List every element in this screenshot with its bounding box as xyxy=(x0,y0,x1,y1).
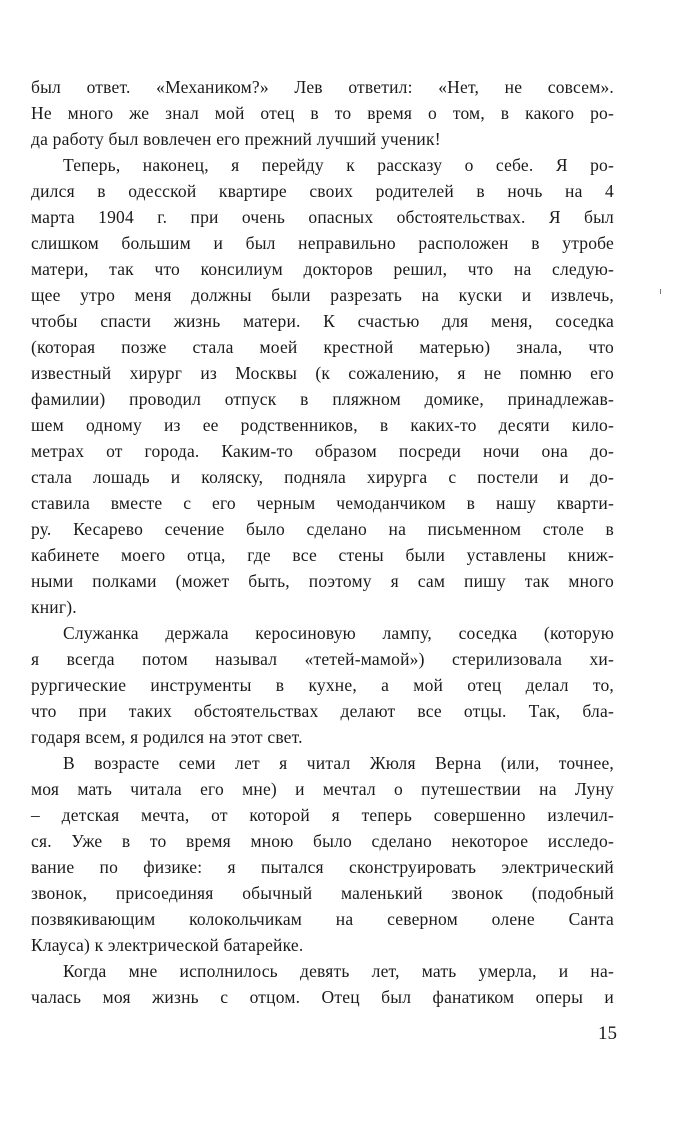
text-line: известный хирург из Москвы (к сожалению, я не помню его xyxy=(31,363,614,383)
text-line: марта 1904 г. при очень опасных обстоятельствах. Я был xyxy=(31,207,614,227)
text-line: (которая позже стала моей крестной матерью) знала, что xyxy=(31,337,614,357)
text-line: чтобы спасти жизнь матери. К счастью для меня, соседка xyxy=(31,311,614,331)
body-text xyxy=(31,74,614,1010)
scan-artifact xyxy=(660,289,661,294)
text-line: Когда мне исполнилось девять лет, мать умерла, и на- xyxy=(63,961,614,981)
text-line: ся. Уже в то время мною было сделано некоторое исследо- xyxy=(31,831,614,851)
text-line: ставила вместе с его черным чемоданчиком в нашу кварти- xyxy=(31,493,614,513)
text-line: книг). xyxy=(31,597,77,617)
text-line: дился в одесской квартире своих родителей в ночь на 4 xyxy=(31,181,614,201)
text-line: щее утро меня должны были разрезать на куски и извлечь, xyxy=(31,285,614,305)
page-number: 15 xyxy=(598,1023,617,1044)
text-line: годаря всем, я родился на этот свет. xyxy=(31,727,303,747)
text-line: ру. Кесарево сечение было сделано на письменном столе в xyxy=(31,519,614,539)
text-line: слишком большим и был неправильно расположен в утробе xyxy=(31,233,614,253)
text-line: я всегда потом называл «тетей-мамой») стерилизовала хи- xyxy=(31,649,614,669)
text-line: чалась моя жизнь с отцом. Отец был фанатиком оперы и xyxy=(31,987,614,1007)
text-line: вание по физике: я пытался сконструировать электрический xyxy=(31,857,614,877)
text-line: рургические инструменты в кухне, а мой отец делал то, xyxy=(31,675,614,695)
text-line: метрах от города. Каким-то образом посреди ночи она до- xyxy=(31,441,614,461)
text-line: Клауса) к электрической батарейке. xyxy=(31,935,304,955)
text-line: шем одному из ее родственников, в каких-то десяти кило- xyxy=(31,415,614,435)
text-line: Теперь, наконец, я перейду к рассказу о себе. Я ро- xyxy=(63,155,614,175)
text-line: что при таких обстоятельствах делают все отцы. Так, бла- xyxy=(31,701,614,721)
text-line: стала лошадь и коляску, подняла хирурга с постели и до- xyxy=(31,467,614,487)
text-line: ными полками (может быть, поэтому я сам пишу так много xyxy=(31,571,614,591)
text-line: моя мать читала его мне) и мечтал о путешествии на Луну xyxy=(31,779,614,799)
text-line: да работу был вовлечен его прежний лучший ученик! xyxy=(31,129,441,149)
text-line: – детская мечта, от которой я теперь совершенно излечил- xyxy=(31,805,614,825)
text-line: кабинете моего отца, где все стены были уставлены книж- xyxy=(31,545,614,565)
text-line: звонок, присоединяя обычный маленький звонок (подобный xyxy=(31,883,614,903)
text-line: Служанка держала керосиновую лампу, соседка (которую xyxy=(63,623,614,643)
text-line: фамилии) проводил отпуск в пляжном домике, принадлежав- xyxy=(31,389,614,409)
text-line: Не много же знал мой отец в то время о том, в какого ро- xyxy=(31,103,614,123)
text-line: матери, так что консилиум докторов решил, что на следую- xyxy=(31,259,614,279)
text-line: В возрасте семи лет я читал Жюля Верна (или, точнее, xyxy=(63,753,614,773)
text-line: позвякивающим колокольчикам на северном олене Санта xyxy=(31,909,614,929)
text-line: был ответ. «Механиком?» Лев ответил: «Нет, не совсем». xyxy=(31,77,614,97)
